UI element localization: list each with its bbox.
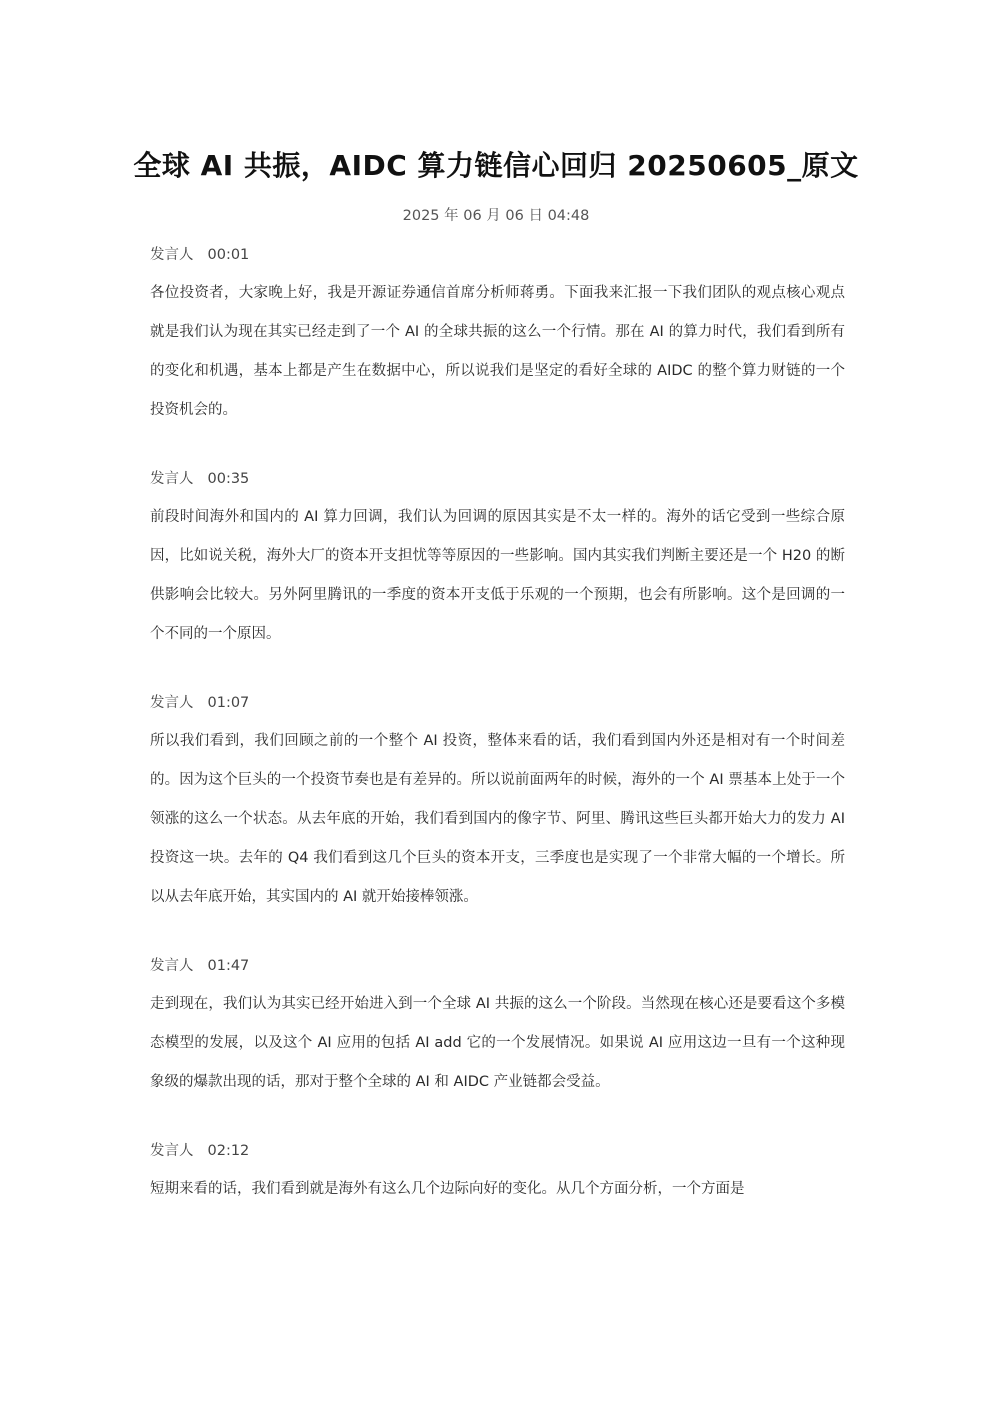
speaker-name: 发言人	[150, 471, 194, 487]
transcript-segment	[150, 1140, 845, 1209]
speaker-name: 发言人	[150, 695, 194, 711]
speaker-line	[150, 955, 845, 977]
speaker-timestamp: 02:12	[207, 1143, 250, 1159]
speaker-timestamp: 01:47	[207, 958, 250, 974]
document-date: 2025 年 06 月 06 日 04:48	[402, 208, 590, 224]
speaker-line	[150, 1140, 845, 1162]
speaker-timestamp: 00:01	[207, 247, 250, 263]
speaker-name: 发言人	[150, 1143, 194, 1159]
speaker-name: 发言人	[150, 958, 194, 974]
transcript-segment	[150, 244, 845, 430]
transcript-paragraph: 各位投资者，大家晚上好，我是开源证券通信首席分析师蒋勇。下面我来汇报一下我们团队的观点核心观点就是我们认为现在其实已经走到了一个 AI 的全球共振的这么一个行情。那在 AI 的算力时代，我们看到所有的变化和机遇，基本上都是产生在数据中心，所以说我们是坚定的看好全球的 AIDC 的整个算力财链的一个投资机会的。	[150, 285, 845, 418]
transcript-paragraph: 所以我们看到，我们回顾之前的一个整个 AI 投资，整体来看的话，我们看到国内外还是相对有一个时间差的。因为这个巨头的一个投资节奏也是有差异的。所以说前面两年的时候，海外的一个 AI 票基本上处于一个领涨的这么一个状态。从去年底的开始，我们看到国内的像字节、阿里、腾讯这些巨头都开始大力的发力 AI 投资这一块。去年的 Q4 我们看到这几个巨头的资本开支，三季度也是实现了一个非常大幅的一个增长。所以从去年底开始，其实国内的 AI 就开始接棒领涨。	[150, 733, 845, 905]
transcript-paragraph: 走到现在，我们认为其实已经开始进入到一个全球 AI 共振的这么一个阶段。当然现在核心还是要看这个多模态模型的发展，以及这个 AI 应用的包括 AI add 它的一个发展情况。如果说 AI 应用这边一旦有一个这种现象级的爆款出现的话，那对于整个全球的 AI 和 AIDC 产业链都会受益。	[150, 996, 845, 1090]
transcript-segment	[150, 468, 845, 654]
speaker-line	[150, 468, 845, 490]
transcript-segment	[150, 692, 845, 917]
speaker-timestamp: 00:35	[207, 471, 250, 487]
transcript-paragraph: 短期来看的话，我们看到就是海外有这么几个边际向好的变化。从几个方面分析，一个方面是	[150, 1181, 745, 1197]
speaker-name: 发言人	[150, 247, 194, 263]
document-title: 全球 AI 共振，AIDC 算力链信心回归 20250605_原文	[133, 149, 859, 182]
transcript-body	[150, 244, 845, 1247]
transcript-paragraph: 前段时间海外和国内的 AI 算力回调，我们认为回调的原因其实是不太一样的。海外的话它受到一些综合原因，比如说关税，海外大厂的资本开支担忧等等原因的一些影响。国内其实我们判断主要还是一个 H20 的断供影响会比较大。另外阿里腾讯的一季度的资本开支低于乐观的一个预期，也会有所影响。这个是回调的一个不同的一个原因。	[150, 509, 845, 642]
transcript-segment	[150, 955, 845, 1102]
speaker-line	[150, 244, 845, 266]
speaker-line	[150, 692, 845, 714]
speaker-timestamp: 01:07	[207, 695, 250, 711]
